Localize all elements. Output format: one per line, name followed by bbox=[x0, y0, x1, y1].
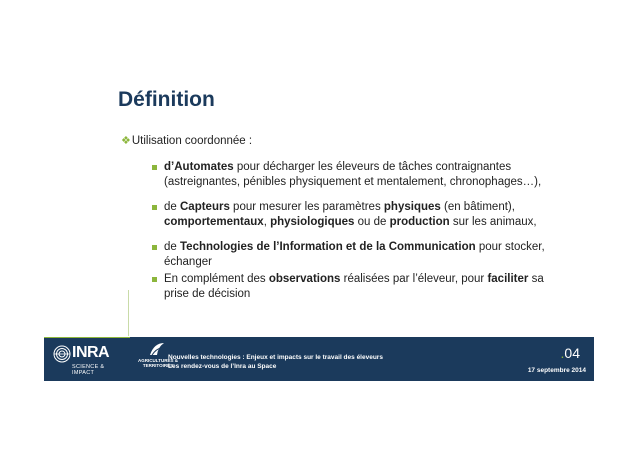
agricultures-logo-icon bbox=[148, 341, 166, 357]
inra-logo-subtext: SCIENCE & IMPACT bbox=[72, 364, 105, 376]
slide-title: Définition bbox=[118, 88, 215, 111]
agricultures-logo-text: AGRICULTURES & TERRITOIRES bbox=[138, 358, 178, 368]
page-number-dot: . bbox=[560, 345, 565, 361]
bullet-bold-text: Capteurs bbox=[180, 201, 230, 213]
footer-line-1: Nouvelles technologies : Enjeux et impacts sur le travail des éleveurs bbox=[168, 354, 383, 361]
bullet-text: de bbox=[164, 241, 180, 253]
bullet-item bbox=[152, 240, 552, 270]
bullet-text: sur les animaux, bbox=[449, 216, 537, 228]
bullet-bold-text: observations bbox=[268, 273, 341, 285]
bullet-text: (en bâtiment), bbox=[440, 201, 515, 213]
bullet-list bbox=[152, 160, 552, 312]
bullet-bold-text: Technologies de l’Information et de la Communication bbox=[180, 241, 476, 253]
page-number-value: 04 bbox=[564, 345, 580, 361]
diamond-bullet-icon: ❖ bbox=[121, 135, 131, 147]
square-bullet-icon bbox=[152, 165, 157, 170]
bullet-text: sa prise de décision bbox=[164, 273, 544, 300]
bullet-text: pour mesurer les paramètres bbox=[229, 201, 384, 213]
square-bullet-icon bbox=[152, 277, 157, 282]
bullet-text: réalisées par l’éleveur, pour bbox=[340, 273, 488, 285]
inra-logo-text: INRA bbox=[72, 344, 110, 361]
footer-accent-line bbox=[44, 337, 130, 338]
intro-line bbox=[121, 134, 252, 147]
bullet-text: ou de bbox=[354, 216, 390, 228]
inra-rings-icon bbox=[52, 343, 72, 365]
bullet-item bbox=[152, 272, 552, 302]
bullet-bold-text: physiques bbox=[383, 201, 441, 213]
bullet-bold-text: production bbox=[389, 216, 450, 228]
bullet-text: En complément des bbox=[164, 273, 269, 285]
divider-line bbox=[128, 290, 129, 336]
inra-logo bbox=[52, 342, 114, 376]
bullet-text: pour stocker, échanger bbox=[164, 241, 545, 268]
bullet-bold-text: d’ bbox=[164, 161, 175, 173]
square-bullet-icon bbox=[152, 205, 157, 210]
intro-text: Utilisation coordonnée : bbox=[131, 135, 253, 147]
footer-caption bbox=[168, 353, 383, 371]
bullet-bold-text: comportementaux bbox=[164, 216, 264, 228]
bullet-item bbox=[152, 200, 552, 230]
bullet-bold-text: physiologiques bbox=[270, 216, 355, 228]
bullet-bold-text: Automates bbox=[174, 161, 234, 173]
bullet-item bbox=[152, 160, 552, 190]
footer-date: 17 septembre 2014 bbox=[527, 367, 586, 374]
bullet-text: , bbox=[263, 216, 271, 228]
footer-bar bbox=[44, 337, 594, 381]
bullet-bold-text: faciliter bbox=[487, 273, 529, 285]
bullet-text: de bbox=[164, 201, 180, 213]
page-number bbox=[561, 345, 580, 361]
square-bullet-icon bbox=[152, 245, 157, 250]
footer-line-2: Les rendez-vous de l’Inra au Space bbox=[168, 363, 277, 370]
bullet-text: pour décharger les éleveurs de tâches contraignantes (astreignantes, pénibles physiquement et mentalement, chronophages…), bbox=[164, 161, 542, 188]
